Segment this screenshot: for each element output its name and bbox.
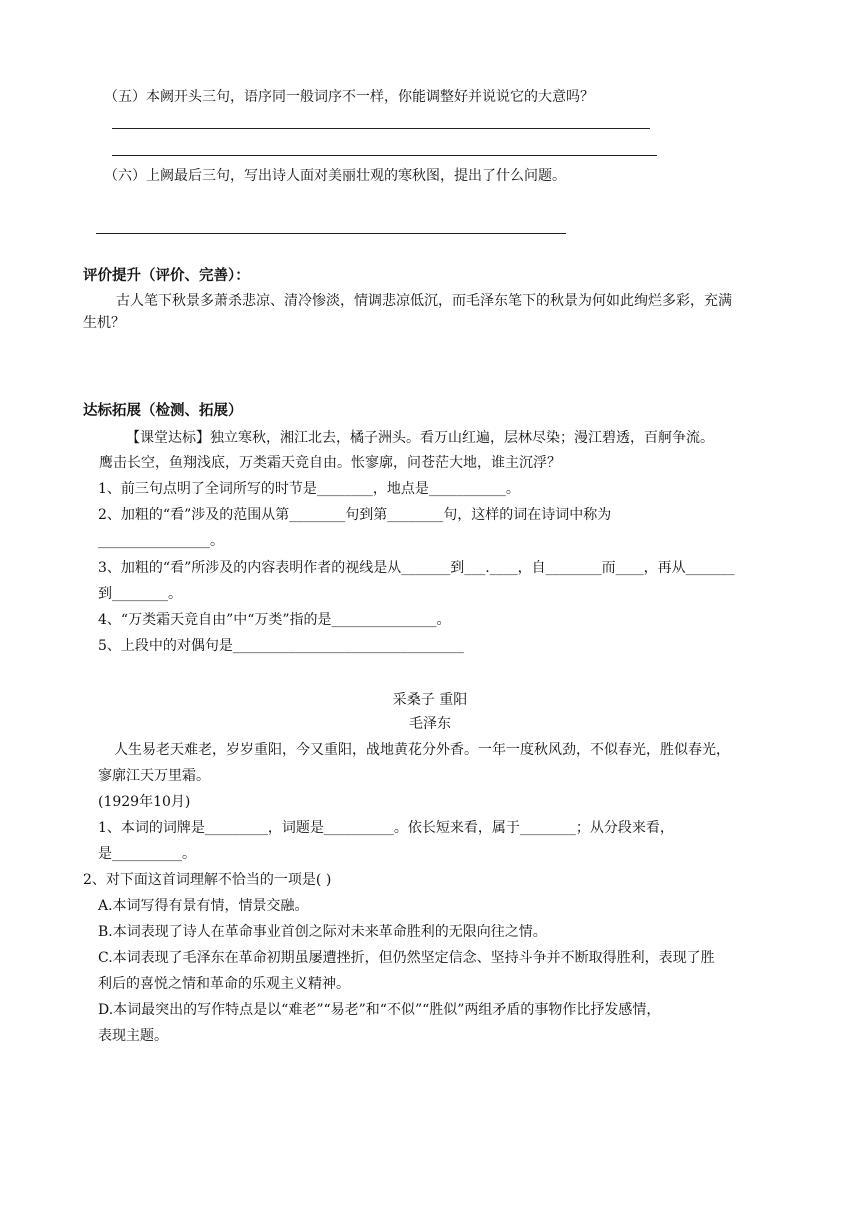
question-5: （五）本阙开头三句，语序同一般词序不一样，你能调整好并说说它的大意吗？ xyxy=(104,89,594,105)
evaluation-prompt-line2: 生机？ xyxy=(83,315,125,331)
poem-line2: 寥廓江天万里霜。 xyxy=(98,768,210,784)
poem-title: 采桑子 重阳 xyxy=(392,692,468,708)
option-c-line2: 利后的喜悦之情和革命的乐观主义精神。 xyxy=(98,976,350,992)
ext-poem-line1: 【课堂达标】独立寒秋，湘江北去，橘子洲头。看万山红遍，层林尽染；漫江碧透，百舸争流。 xyxy=(126,430,714,446)
option-b: B.本词表现了诗人在革命事业首创之际对未来革命胜利的无限向往之情。 xyxy=(98,924,547,940)
ext-question-2-blank: ________________。 xyxy=(98,533,224,549)
poem-question-1: 1、本词的词牌是_________，词题是__________。依长短来看，属于________；从分段来看， xyxy=(98,820,674,836)
ext-poem-line2: 鹰击长空，鱼翔浅底，万类霜天竞自由。怅寥廓，问苍茫大地，谁主沉浮？ xyxy=(99,455,561,471)
poem-question-2: 2、对下面这首词理解不恰当的一项是( ) xyxy=(83,872,332,888)
answer-line-5b xyxy=(112,155,657,156)
ext-question-5: 5、上段中的对偶句是_________________________________ xyxy=(98,638,464,654)
answer-line-6 xyxy=(96,233,566,234)
ext-question-4: 4、“万类霜天竞自由”中“万类”指的是_______________。 xyxy=(98,612,451,628)
section-heading-extension: 达标拓展（检测、拓展） xyxy=(83,403,243,419)
ext-question-3: 3、加粗的“看”所涉及的内容表明作者的视线是从_______到___.____，自________而____，再从_______ xyxy=(98,560,735,576)
question-6: （六）上阙最后三句，写出诗人面对美丽壮观的寒秋图，提出了什么问题。 xyxy=(104,168,566,184)
evaluation-prompt-line1: 古人笔下秋景多萧杀悲凉、清冷惨淡，情调悲凉低沉，而毛泽东笔下的秋景为何如此绚烂多彩，充满 xyxy=(116,293,732,309)
option-c-line1: C.本词表现了毛泽东在革命初期虽屡遭挫折，但仍然坚定信念、坚持斗争并不断取得胜利，表现了胜 xyxy=(98,950,715,966)
ext-question-2: 2、加粗的“看”涉及的范围从第________句到第________句，这样的词在诗词中称为 xyxy=(98,507,612,523)
poem-date: (1929年10月) xyxy=(98,794,191,810)
answer-line-5a xyxy=(112,128,650,129)
option-a: A.本词写得有景有情，情景交融。 xyxy=(98,898,309,914)
ext-question-1: 1、前三句点明了全词所写的时节是________，地点是___________。 xyxy=(98,481,520,497)
option-d-line2: 表现主题。 xyxy=(98,1028,168,1044)
option-d-line1: D.本词最突出的写作特点是以“难老”“易老”和“不似”“胜似”两组矛盾的事物作比抒发感情， xyxy=(98,1002,661,1018)
ext-question-3-cont: 到________。 xyxy=(98,586,182,602)
poem-author: 毛泽东 xyxy=(409,716,451,732)
section-heading-evaluation: 评价提升（评价、完善）： xyxy=(83,268,250,284)
poem-line1: 人生易老天难老，岁岁重阳，今又重阳，战地黄花分外香。一年一度秋风劲，不似春光，胜似春光， xyxy=(114,742,730,758)
poem-question-1-cont: 是__________。 xyxy=(98,846,196,862)
